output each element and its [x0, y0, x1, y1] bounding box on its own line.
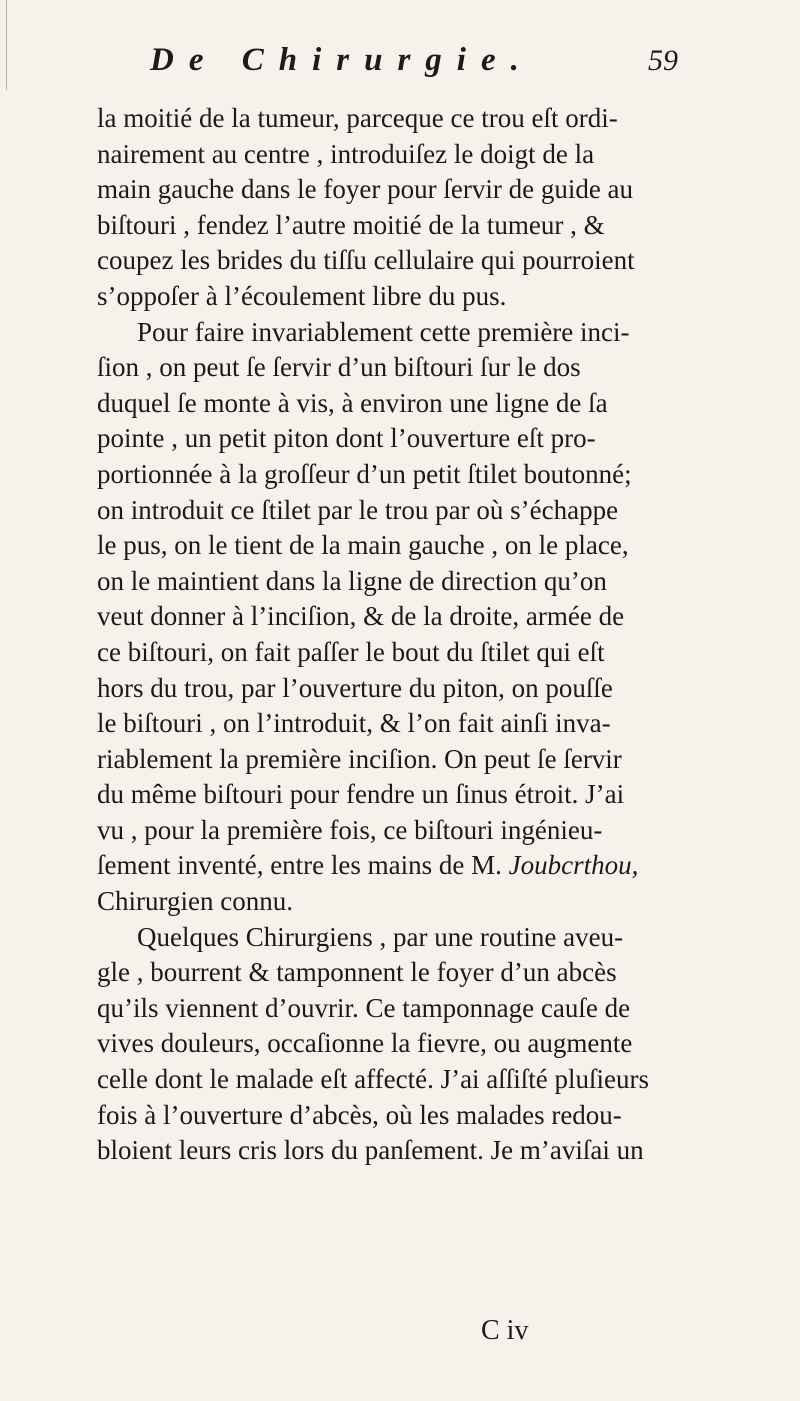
text-line: Chirurgien connu. [97, 886, 293, 917]
text-line: gle , bourrent & tamponnent le foyer d’un abcès [97, 957, 617, 988]
body-text [97, 101, 787, 1169]
text-line: nairement au centre , introduiſez le doigt de la [97, 138, 595, 169]
text-line: veut donner à l’inciſion, & de la droite, armée de [97, 601, 625, 632]
text-line: coupez les brides du tiſſu cellulaire qui pourroient [97, 245, 635, 276]
text-line: on introduit ce ſtilet par le trou par où s’échappe [97, 494, 619, 525]
text-line: le biſtouri , on l’introduit, & l’on fait ainſi inva- [97, 708, 611, 739]
page-number: 59 [648, 44, 678, 77]
text-line: s’oppoſer à l’écoulement libre du pus. [97, 280, 507, 311]
text-line: Quelques Chirurgiens , par une routine aveu- [137, 921, 624, 952]
text-line: du même biſtouri pour fendre un ſinus étroit. J’ai [97, 779, 625, 810]
text-line: on le maintient dans la ligne de direction qu’on [97, 565, 607, 596]
text-line: bloient leurs cris lors du panſement. Je m’aviſai un [97, 1135, 644, 1166]
text-line: qu’ils viennent d’ouvrir. Ce tamponnage cauſe de [97, 992, 631, 1023]
text-line: celle dont le malade eſt affecté. J’ai aſſiſté pluſieurs [97, 1064, 650, 1095]
text-line-start: ſement inventé, entre les mains de M. [97, 850, 502, 881]
text-line: biſtouri , fendez l’autre moitié de la tumeur , & [97, 209, 605, 240]
running-title: De Chirurgie. [150, 42, 534, 78]
page-header [0, 42, 800, 92]
text-line: ce biſtouri, on fait paſſer le bout du ſtilet qui eſt [97, 636, 605, 667]
text-line: hors du trou, par l’ouverture du piton, on pouſſe [97, 672, 613, 703]
surgeon-name: Joubcrthou, [508, 850, 639, 881]
text-line: riablement la première inciſion. On peut ſe ſervir [97, 743, 622, 774]
text-line: la moitié de la tumeur, parceque ce trou eſt ordi- [97, 103, 618, 133]
signature-mark: C iv [481, 1315, 529, 1346]
text-line: fois à l’ouverture d’abcès, où les malades redou- [97, 1099, 622, 1130]
text-line: duquel ſe monte à vis, à environ une ligne de ſa [97, 387, 608, 418]
text-line: Pour faire invariablement cette première inci- [137, 316, 630, 347]
text-line: le pus, on le tient de la main gauche , on le place, [97, 530, 629, 561]
text-line: ſion , on peut ſe ſervir d’un biſtouri ſur le dos [97, 352, 581, 383]
text-line: pointe , un petit piton dont l’ouverture eſt pro- [97, 423, 596, 454]
text-line [97, 848, 787, 884]
text-line: vu , pour la première fois, ce biſtouri ingénieu- [97, 814, 603, 845]
text-line: portionnée à la groſſeur d’un petit ſtilet boutonné; [97, 458, 632, 489]
text-line: main gauche dans le foyer pour ſervir de guide au [97, 174, 634, 205]
text-line: vives douleurs, occaſionne la fievre, ou augmente [97, 1028, 633, 1059]
